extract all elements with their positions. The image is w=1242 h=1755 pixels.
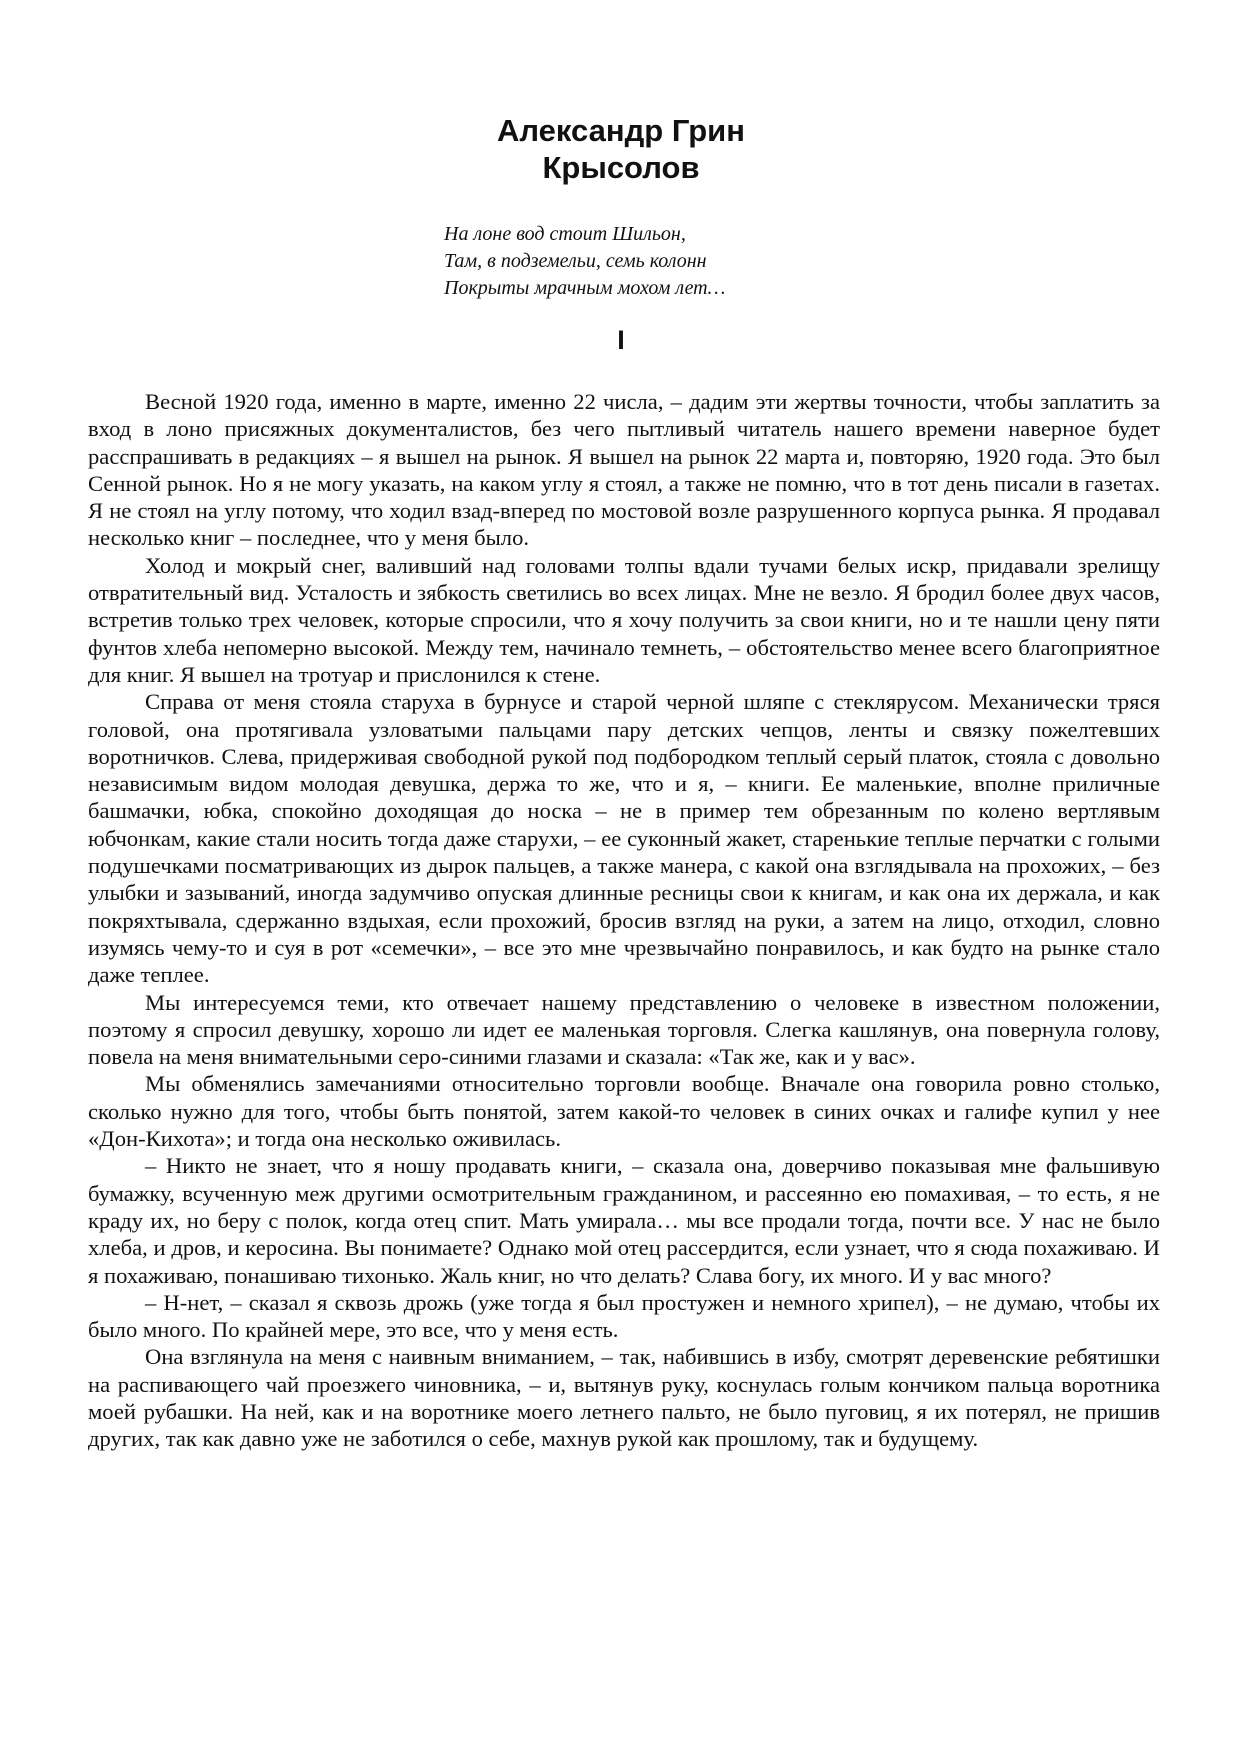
paragraph: – Никто не знает, что я ношу продавать книги, – сказала она, доверчиво показывая мне фальшивую бумажку, всученную меж другими осмотрительным гражданином, и рассеянно ею помахивая, – то есть, я не краду их, но беру с полок, когда отец спит. Мать умирала… мы все продали тогда, почти все. У нас не было хлеба, и дров, и керосина. Вы понимаете? Однако мой отец рассердится, если узнает, что я сюда похаживаю. И я похаживаю, понашиваю тихонько. Жаль книг, но что делать? Слава богу, их много. И у вас много? xyxy=(88,1153,1160,1288)
paragraph: Весной 1920 года, именно в марте, именно 22 числа, – дадим эти жертвы точности, чтобы заплатить за вход в лоно присяжных документалистов, без чего пытливый читатель нашего времени наверное будет расспрашивать в редакциях – я вышел на рынок. Я вышел на рынок 22 марта и, повторяю, 1920 года. Это был Сенной рынок. Но я не могу указать, на каком углу я стоял, а также не помню, что в тот день писали в газетах. Я не стоял на углу потому, что ходил взад-вперед по мостовой возле разрушенного корпуса рынка. Я продавал несколько книг – последнее, что у меня было. xyxy=(88,389,1160,551)
author-name: Александр Грин xyxy=(497,113,745,148)
epigraph-line: На лоне вод стоит Шильон, xyxy=(444,223,686,245)
paragraph: Справа от меня стояла старуха в бурнусе и старой черной шляпе с стеклярусом. Механически тряся головой, она протягивала узловатыми пальцами пару детских чепцов, ленты и связку пожелтевших воротничков. Слева, придерживая свободной рукой под подбородком теплый серый платок, стояла с довольно независимым видом молодая девушка, держа то же, что и я, – книги. Ее маленькие, вполне приличные башмачки, юбка, спокойно доходящая до носка – не в пример тем обрезанным по колено вертлявым юбчонкам, какие стали носить тогда даже старухи, – ее суконный жакет, старенькие теплые перчатки с голыми подушечками посматривающих из дырок пальцев, а также манера, с какой она взглядывала на прохожих, – без улыбки и зазываний, иногда задумчиво опуская длинные ресницы свои к книгам, и как она их держала, и как покряхтывала, сдержанно вздыхая, если прохожий, бросив взгляд на руки, а затем на лицо, отходил, словно изумясь чему-то и суя в рот «семечки», – все это мне чрезвычайно понравилось, и как будто на рынке стало даже теплее. xyxy=(88,689,1160,988)
body-text xyxy=(88,388,1160,1453)
paragraph: – Н-нет, – сказал я сквозь дрожь (уже тогда я был простужен и немного хрипел), – не думаю, чтобы их было много. По крайней мере, это все, что у меня есть. xyxy=(88,1289,1160,1343)
chapter-heading: I xyxy=(617,325,625,355)
title-block xyxy=(0,112,1242,186)
epigraph-line: Там, в подземельи, семь колонн xyxy=(444,250,707,272)
paragraph: Мы интересуемся теми, кто отвечает нашему представлению о человеке в известном положении, поэтому я спросил девушку, хорошо ли идет ее маленькая торговля. Слегка кашлянув, она повернула голову, повела на меня внимательными серо-синими глазами и сказала: «Так же, как и у вас». xyxy=(88,989,1160,1070)
paragraph: Она взглянула на меня с наивным вниманием, – так, набившись в избу, смотрят деревенские ребятишки на распивающего чай проезжего чиновника, – и, вытянув руку, коснулась голым кончиком пальца воротника моей рубашки. На ней, как и на воротнике моего летнего пальто, не было пуговиц, я их потерял, не пришив других, так как давно уже не заботился о себе, махнув рукой как прошлому, так и будущему. xyxy=(88,1344,1160,1452)
paragraph: Мы обменялись замечаниями относительно торговли вообще. Вначале она говорила ровно столько, сколько нужно для того, чтобы быть понятой, затем какой-то человек в синих очках и галифе купил у нее «Дон-Кихота»; и тогда она несколько оживилась. xyxy=(88,1071,1160,1152)
epigraph xyxy=(444,221,725,302)
book-title: Крысолов xyxy=(542,150,700,185)
paragraph: Холод и мокрый снег, валивший над головами толпы вдали тучами белых искр, придавали зрелищу отвратительный вид. Усталость и зябкость светились во всех лицах. Мне не везло. Я бродил более двух часов, встретив только трех человек, которые спросили, что я хочу получить за свои книги, но и те нашли цену пяти фунтов хлеба непомерно высокой. Между тем, начинало темнеть, – обстоятельство менее всего благоприятное для книг. Я вышел на тротуар и прислонился к стене. xyxy=(88,552,1160,687)
epigraph-line: Покрыты мрачным мохом лет… xyxy=(444,277,726,299)
